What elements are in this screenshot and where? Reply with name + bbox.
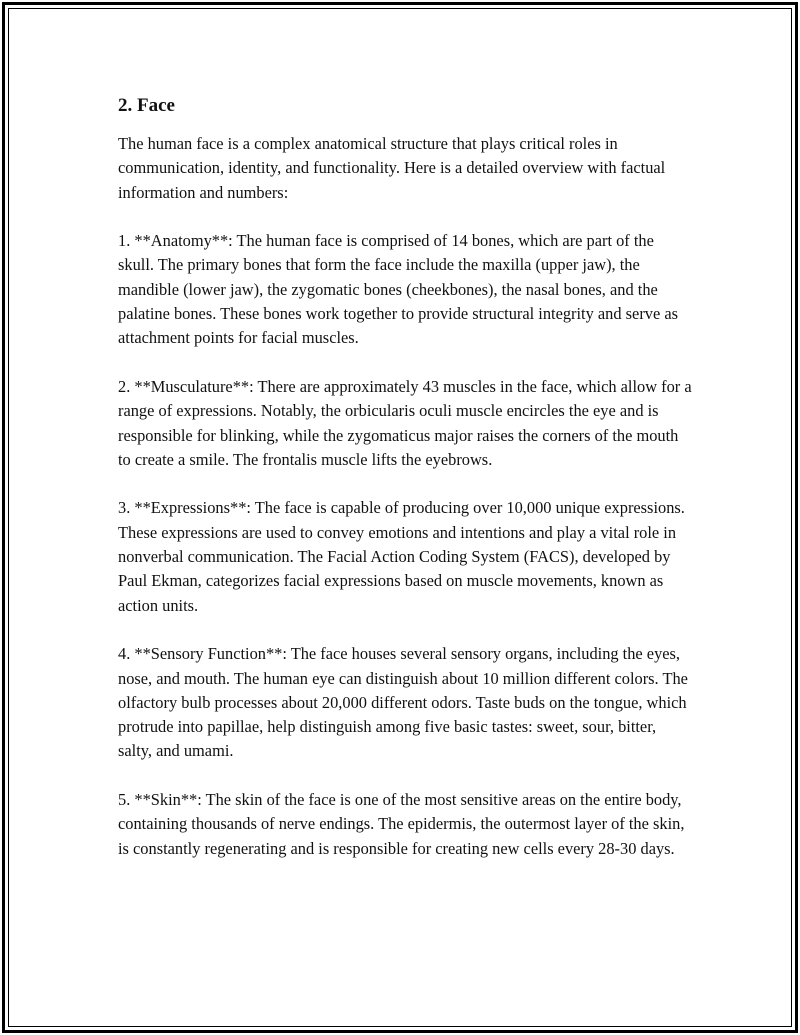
document-body [118,94,693,885]
musculature-paragraph: 2. **Musculature**: There are approximately 43 muscles in the face, which allow for a range of expressions. Notably, the orbicularis oculi muscle encircles the eye and is responsible for blinking, while the zygomaticus major raises the corners of the mouth to create a smile. The frontalis muscle lifts the eyebrows. [118,376,692,469]
skin-paragraph: 5. **Skin**: The skin of the face is one of the most sensitive areas on the entire body, containing thousands of nerve endings. The epidermis, the outermost layer of the skin, is constantly regenerating and is responsible for creating new cells every 28-30 days. [118,790,685,858]
expressions-paragraph: 3. **Expressions**: The face is capable of producing over 10,000 unique expressions. These expressions are used to convey emotions and intentions and play a vital role in nonverbal communication. The Facial Action Coding System (FACS), developed by Paul Ekman, categorizes facial expressions based on muscle movements, known as action units. [118,498,685,615]
anatomy-paragraph: 1. **Anatomy**: The human face is comprised of 14 bones, which are part of the skull. The primary bones that form the face include the maxilla (upper jaw), the mandible (lower jaw), the zygomatic bones (cheekbones), the nasal bones, and the palatine bones. These bones work together to provide structural integrity and serve as attachment points for facial muscles. [118,231,679,348]
sensory-function-paragraph: 4. **Sensory Function**: The face houses several sensory organs, including the eyes, nose, and mouth. The human eye can distinguish about 10 million different colors. The olfactory bulb processes about 20,000 different odors. Taste buds on the tongue, which protrude into papillae, help distinguish among five basic tastes: sweet, sour, bitter, salty, and umami. [118,644,688,761]
intro-paragraph: The human face is a complex anatomical structure that plays critical roles in communication, identity, and functionality. Here is a detailed overview with factual information and numbers: [118,134,666,202]
section-title: 2. Face [118,95,175,116]
